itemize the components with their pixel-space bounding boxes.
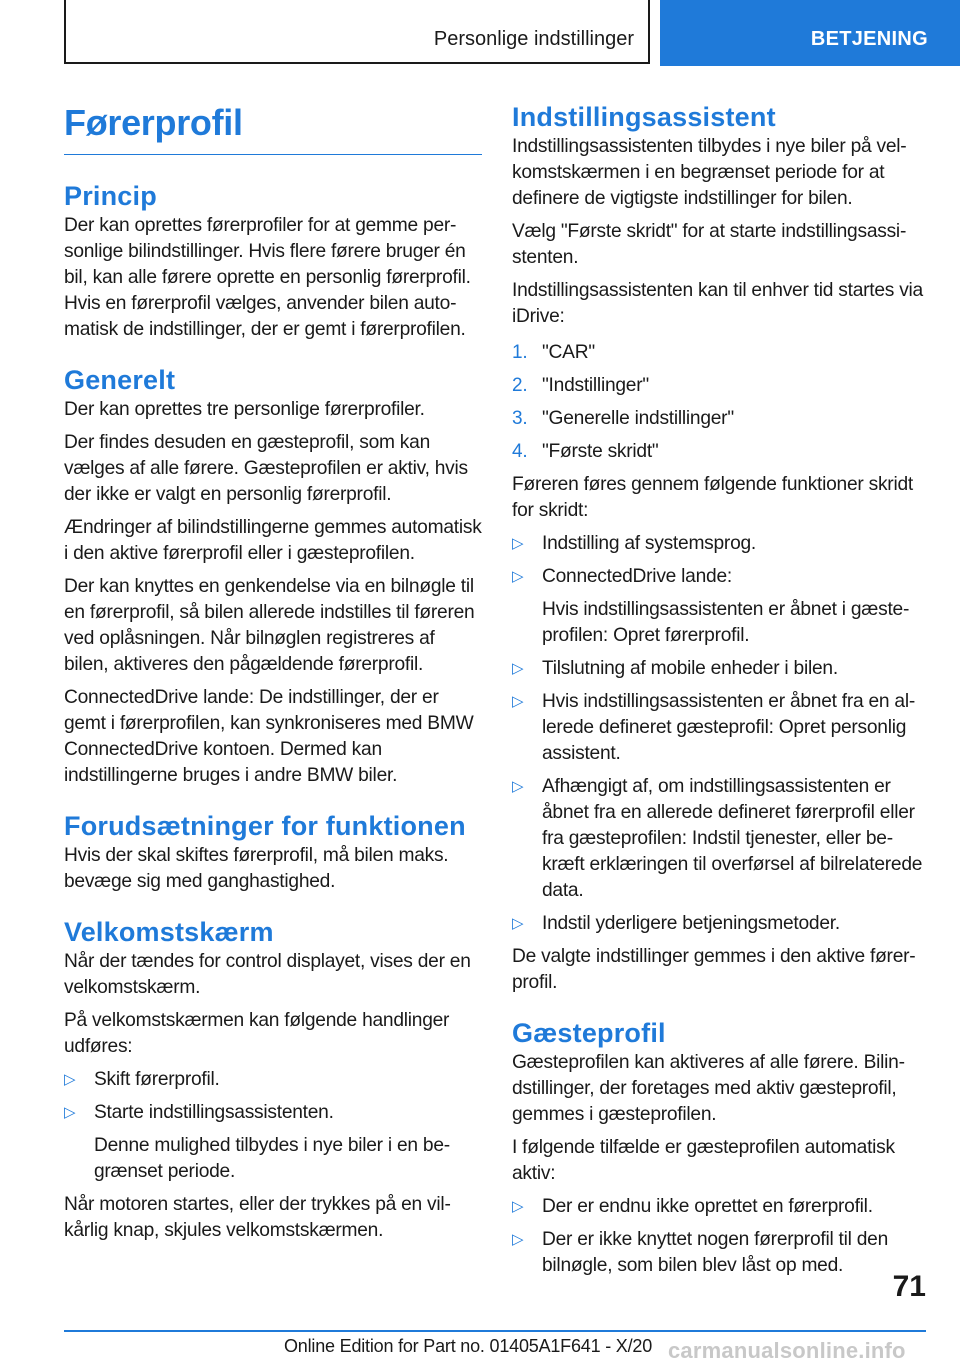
- list-item-text: Skift førerprofil.: [94, 1069, 220, 1090]
- step-item: [512, 340, 926, 366]
- step-number: 2.: [512, 375, 528, 396]
- step-text: "Indstillinger": [542, 375, 649, 396]
- list-item: [64, 1067, 482, 1093]
- step-text: "CAR": [542, 342, 595, 363]
- assistent-paragraph-5: De valgte indstillinger gemmes i den aktive førerprofil.: [512, 946, 916, 993]
- heading-forudsaetninger: Forudsætninger for funktionen: [64, 811, 466, 841]
- forudsaetninger-paragraph: Hvis der skal skiftes førerprofil, må bilen maks. bevæge sig med ganghastighed.: [64, 845, 449, 892]
- page-number: 71: [892, 1270, 926, 1303]
- triangle-bullet-icon: ▷: [512, 660, 524, 677]
- generelt-paragraph-3: Ændringer af bilindstillingerne gemmes automatisk i den aktive førerprofil eller i gæsteprofilen.: [64, 517, 482, 564]
- step-number: 3.: [512, 408, 528, 429]
- list-item-text: Indstilling af systemsprog.: [542, 533, 756, 554]
- list-item: [512, 911, 926, 937]
- left-column: [64, 100, 482, 1251]
- velkomst-paragraph-1: Når der tændes for control displayet, vises der en velkomstskærm.: [64, 951, 471, 998]
- heading-princip: Princip: [64, 181, 157, 211]
- velkomst-paragraph-2: På velkomstskærmen kan følgende handlinger udføres:: [64, 1010, 450, 1057]
- triangle-bullet-icon: ▷: [512, 915, 524, 932]
- list-item-text: Der er endnu ikke oprettet en førerprofil.: [542, 1196, 873, 1217]
- list-item-text: Starte indstillingsassistenten.: [94, 1102, 334, 1123]
- assistent-paragraph-1: Indstillingsassistenten tilbydes i nye biler på velkomstskærmen i en begrænset periode for at definere de vigtigste indstillinger for bilen.: [512, 136, 907, 209]
- step-item: [512, 439, 926, 465]
- triangle-bullet-icon: ▷: [512, 778, 524, 795]
- list-item: [512, 689, 926, 767]
- page-header: [0, 0, 960, 66]
- heading-gaesteprofil: Gæsteprofil: [512, 1018, 666, 1048]
- heading-generelt: Generelt: [64, 365, 176, 395]
- list-item: [512, 774, 926, 904]
- header-section-tab: [660, 0, 960, 66]
- list-item-text: Indstil yderligere betjeningsmetoder.: [542, 913, 840, 934]
- princip-paragraph: Der kan oprettes førerprofiler for at gemme personlige bilindstillinger. Hvis flere førere bruger én bil, kan alle førere oprette en personlig førerprofil. Hvis en førerprofil vælges, anvender bilen automatisk de indstillinger, der er gemt i førerprofilen.: [64, 215, 471, 340]
- generelt-paragraph-4: Der kan knyttes en genkendelse via en bilnøgle til en førerprofil, så bilen allerede indstilles til føreren ved oplåsningen. Når bilnøglen registreres af bilen, aktiveres den pågældende førerprofil.: [64, 576, 475, 675]
- triangle-bullet-icon: ▷: [64, 1104, 76, 1121]
- generelt-paragraph-5: ConnectedDrive lande: De indstillinger, der er gemt i førerprofilen, kan synkroniseres med BMW ConnectedDrive kontoen. Dermed kan indstillingerne bruges i andre BMW biler.: [64, 687, 474, 786]
- page-title: Førerprofil: [64, 100, 482, 155]
- triangle-bullet-icon: ▷: [512, 568, 524, 585]
- right-column: [512, 100, 926, 1286]
- list-item: [512, 1194, 926, 1220]
- velkomst-list: [64, 1067, 482, 1185]
- list-item-text: Der er ikke knyttet nogen førerprofil til den bilnøgle, som bilen blev låst op med.: [542, 1229, 889, 1276]
- header-section-label: BETJENING: [810, 28, 928, 50]
- triangle-bullet-icon: ▷: [512, 1231, 524, 1248]
- list-item: [512, 656, 926, 682]
- list-item: [512, 564, 926, 649]
- step-text: "Første skridt": [542, 441, 659, 462]
- list-item-text: Hvis indstillingsassistenten er åbnet fra en allerede defineret gæsteprofil: Opret personlig assistent.: [542, 691, 916, 764]
- velkomst-paragraph-3: Når motoren startes, eller der trykkes på en vilkårlig knap, skjules velkomstskærmen.: [64, 1194, 451, 1241]
- step-number: 4.: [512, 441, 528, 462]
- assistent-functions-list: [512, 531, 926, 937]
- gaesteprofil-paragraph-1: Gæsteprofilen kan aktiveres af alle førere. Bilindstillinger, der foretages med aktiv gæsteprofil, gemmes i gæsteprofilen.: [512, 1052, 905, 1125]
- footer-edition: Online Edition for Part no. 01405A1F641 - X/20: [284, 1336, 653, 1356]
- triangle-bullet-icon: ▷: [512, 693, 524, 710]
- list-item-subtext: Hvis indstillingsassistenten er åbnet i gæsteprofilen: Opret førerprofil.: [542, 599, 910, 646]
- list-item-text: Afhængigt af, om indstillingsassistenten er åbnet fra en allerede defineret førerprofil eller fra gæsteprofilen: Indstil tjenester, eller bekræft erklæringen til overførsel af bilrelaterede data.: [542, 776, 923, 901]
- list-item: [64, 1100, 482, 1185]
- list-item-text: Tilslutning af mobile enheder i bilen.: [542, 658, 838, 679]
- heading-indstillingsassistent: Indstillingsassistent: [512, 102, 776, 132]
- step-number: 1.: [512, 342, 528, 363]
- header-title: Personlige indstillinger: [433, 28, 634, 50]
- footer-divider: [64, 1330, 926, 1332]
- heading-velkomstskaerm: Velkomstskærm: [64, 917, 274, 947]
- triangle-bullet-icon: ▷: [64, 1071, 76, 1088]
- assistent-paragraph-4: Føreren føres gennem følgende funktioner skridt for skridt:: [512, 474, 913, 521]
- list-item-text: ConnectedDrive lande:: [542, 566, 732, 587]
- step-item: [512, 373, 926, 399]
- list-item-subtext: Denne mulighed tilbydes i nye biler i en begrænset periode.: [94, 1135, 451, 1182]
- generelt-paragraph-2: Der findes desuden en gæsteprofil, som kan vælges af alle førere. Gæsteprofilen er aktiv, hvis der ikke er valgt en personlig førerprofil.: [64, 432, 468, 505]
- generelt-paragraph-1: Der kan oprettes tre personlige førerprofiler.: [64, 399, 425, 420]
- idrive-steps-list: [512, 340, 926, 465]
- step-item: [512, 406, 926, 432]
- gaesteprofil-list: [512, 1194, 926, 1279]
- assistent-paragraph-2: Vælg "Første skridt" for at starte indstillingsassistenten.: [512, 221, 907, 268]
- gaesteprofil-paragraph-2: I følgende tilfælde er gæsteprofilen automatisk aktiv:: [512, 1137, 895, 1184]
- triangle-bullet-icon: ▷: [512, 1198, 524, 1215]
- watermark: carmanualsonline.info: [668, 1338, 906, 1362]
- assistent-paragraph-3: Indstillingsassistenten kan til enhver tid startes via iDrive:: [512, 280, 923, 327]
- step-text: "Generelle indstillinger": [542, 408, 734, 429]
- list-item: [512, 531, 926, 557]
- triangle-bullet-icon: ▷: [512, 535, 524, 552]
- header-title-box: [64, 0, 650, 64]
